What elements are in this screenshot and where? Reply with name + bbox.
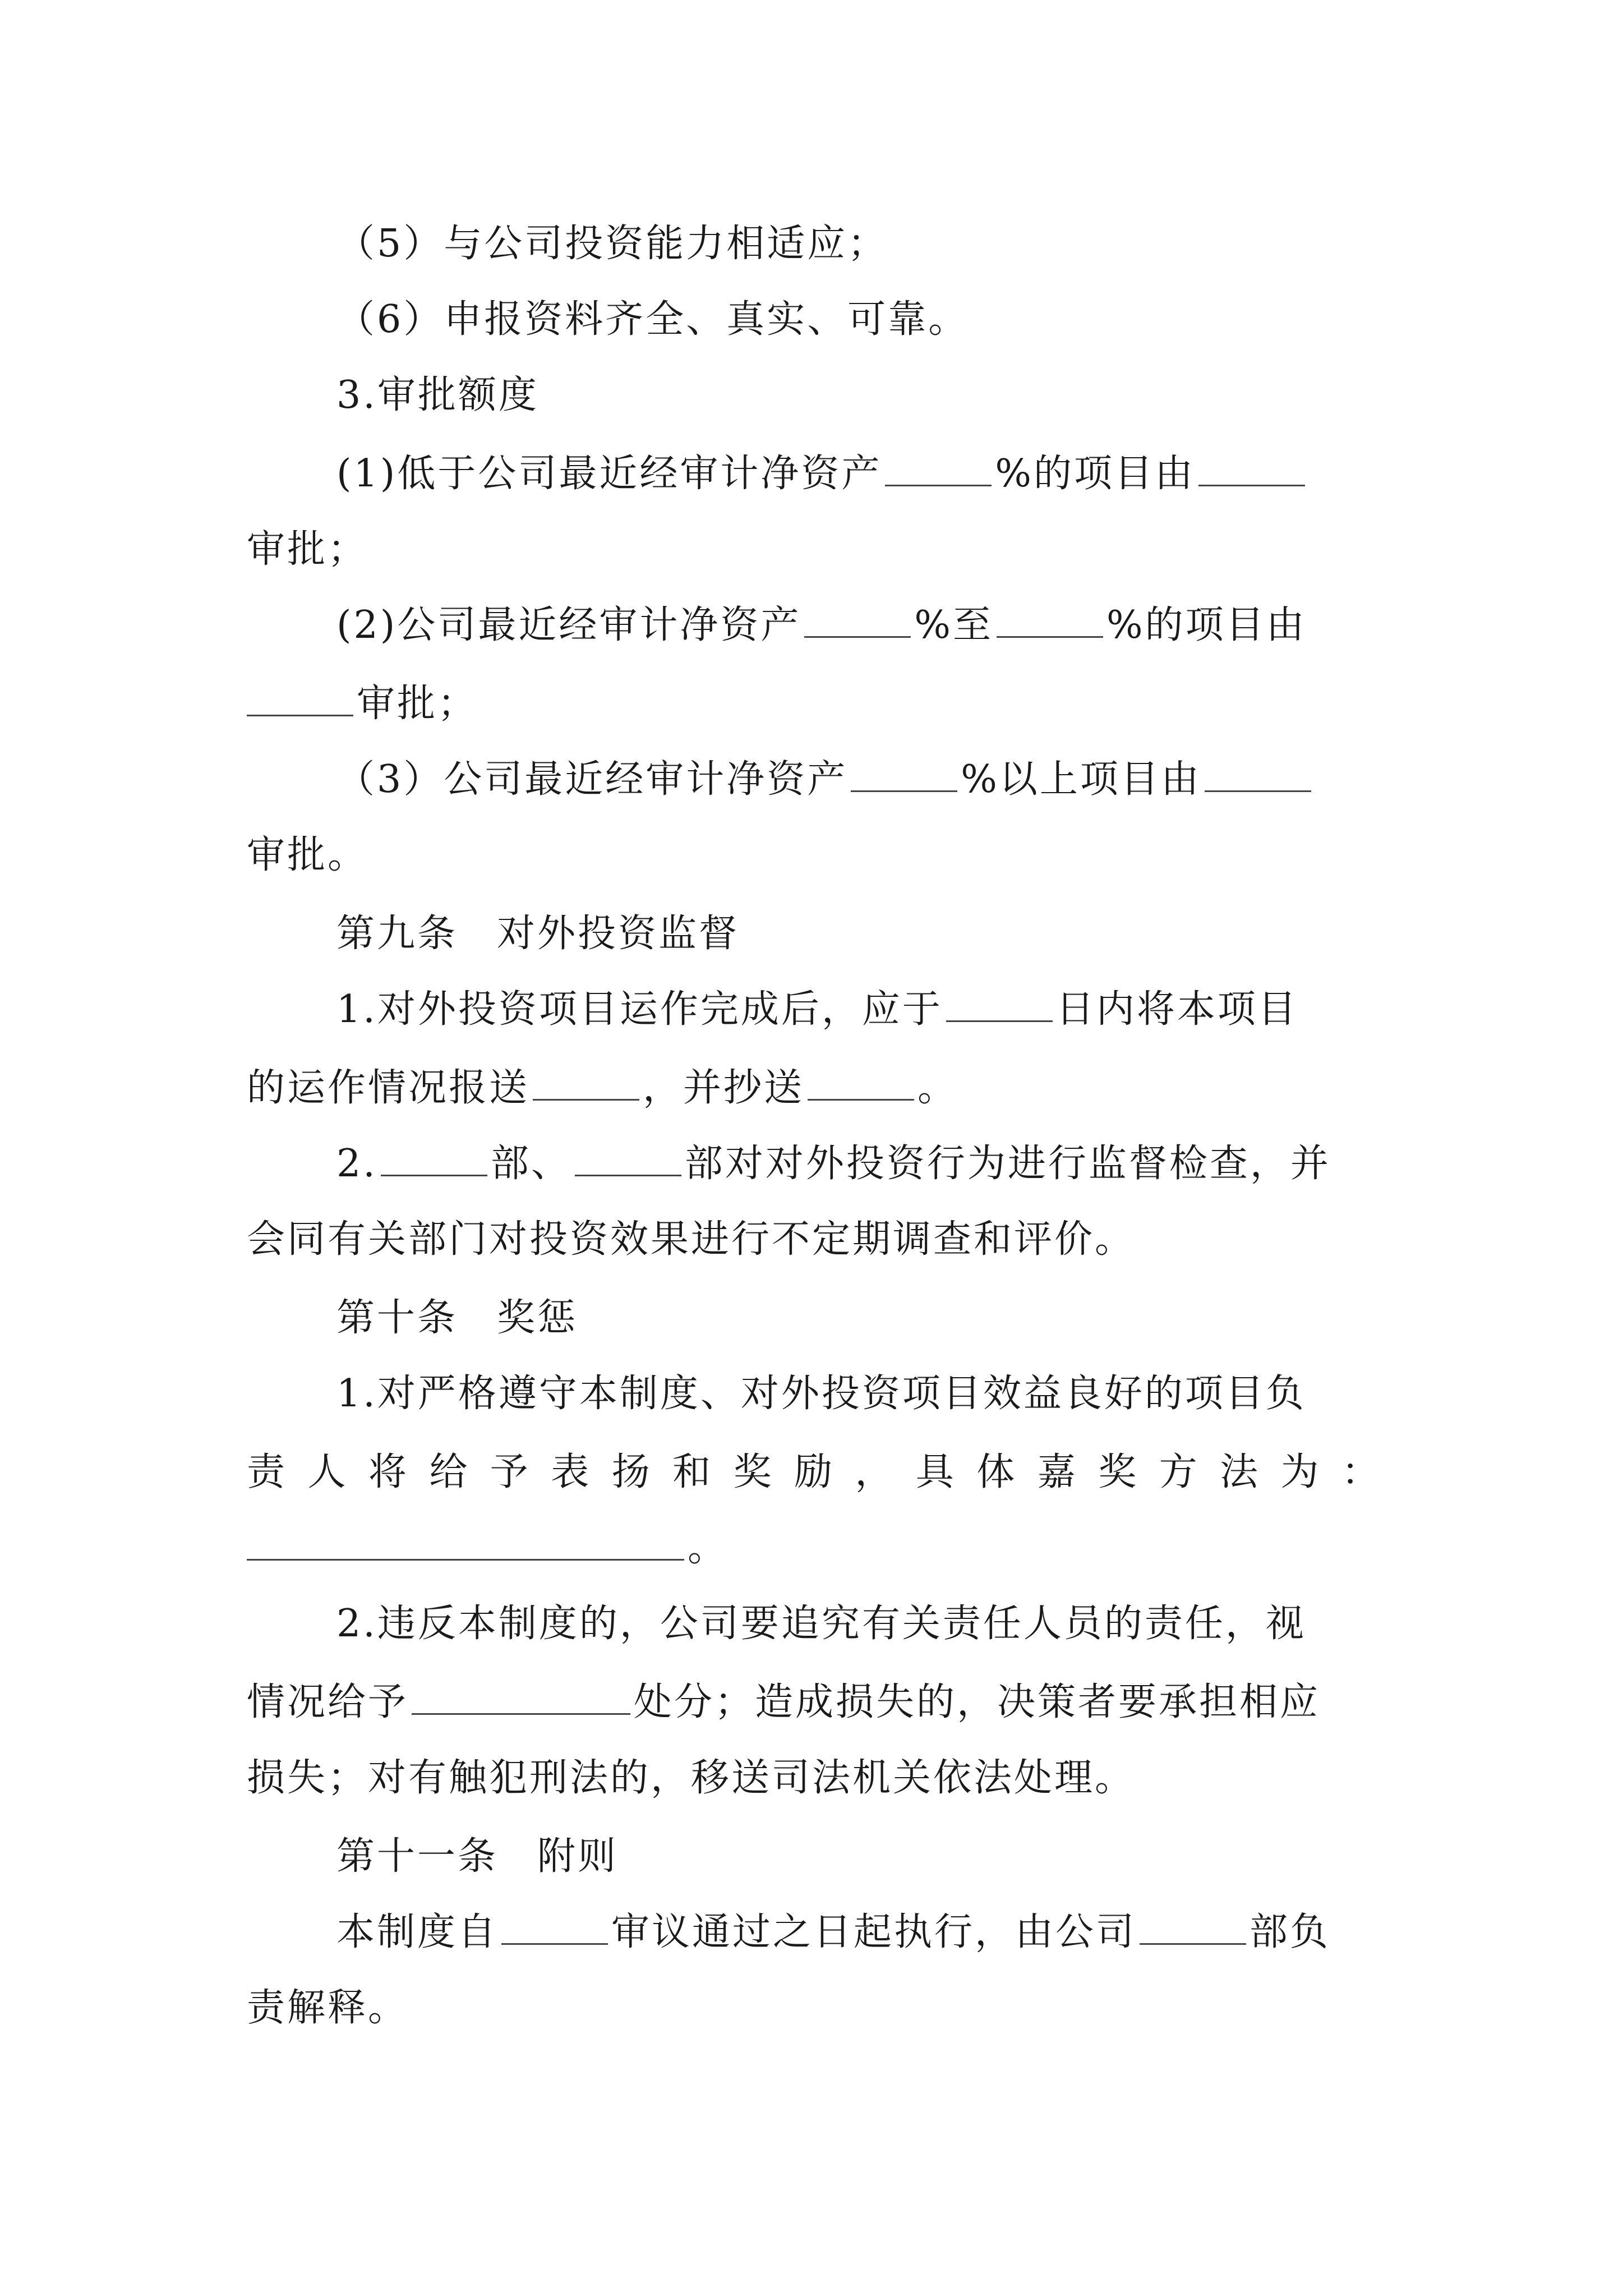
text-segment: 审批。 — [247, 833, 368, 877]
justified-char: 励 — [794, 1450, 832, 1494]
blank-field[interactable] — [381, 1143, 487, 1176]
blank-field[interactable] — [247, 1527, 684, 1561]
blank-field[interactable] — [247, 683, 353, 716]
article-11-clause — [336, 1890, 1380, 1975]
text-segment: 本制度自 — [336, 1910, 499, 1954]
text-segment: %以上项目由 — [961, 757, 1201, 802]
justified-char: ， — [855, 1450, 893, 1494]
list-item-text: （6）申报资料齐全、真实、可靠。 — [336, 297, 969, 342]
text-segment: (2)公司最近经审计净资产 — [336, 603, 801, 647]
blank-field[interactable] — [885, 453, 992, 486]
justified-char: ： — [1341, 1450, 1380, 1494]
blank-field[interactable] — [412, 1682, 630, 1715]
text-segment: 1.对严格遵守本制度、对外投资项目效益良好的项目负 — [336, 1372, 1306, 1416]
justified-char: 嘉 — [1037, 1450, 1076, 1494]
blank-field[interactable] — [533, 1068, 639, 1101]
blank-field[interactable] — [851, 759, 957, 792]
text-segment: 部对对外投资行为进行监督检查，并 — [684, 1142, 1331, 1186]
blank-field[interactable] — [808, 1068, 914, 1101]
justified-char: 方 — [1159, 1450, 1197, 1494]
article-10-clause-1-blank-line — [247, 1506, 1380, 1590]
blank-field[interactable] — [1205, 759, 1311, 792]
article-number: 第九条 — [336, 912, 458, 956]
blank-field[interactable] — [946, 989, 1053, 1022]
justified-char: 扬 — [611, 1450, 650, 1494]
text-segment: 审议通过之日起执行，由公司 — [611, 1910, 1137, 1954]
text-segment: ，并抄送 — [643, 1066, 805, 1110]
article-9-clause-2-continued — [247, 1198, 1380, 1282]
text-segment: 审批； — [247, 527, 368, 572]
justified-char: 体 — [976, 1450, 1015, 1494]
blank-field[interactable] — [804, 605, 911, 638]
article-9-clause-1 — [336, 968, 1380, 1052]
text-segment: (1)低于公司最近经审计净资产 — [336, 452, 882, 496]
article-10-clause-2-continued-2 — [247, 1736, 1380, 1820]
article-title: 奖惩 — [497, 1296, 578, 1340]
article-10-clause-1-justified-line — [247, 1430, 1380, 1515]
article-9-heading — [336, 892, 1380, 976]
text-segment: 。 — [917, 1066, 958, 1110]
text-segment: 情况给予 — [247, 1680, 409, 1724]
text-segment: 的运作情况报送 — [247, 1066, 530, 1110]
approval-item-1 — [336, 432, 1380, 516]
justified-char: 表 — [551, 1450, 589, 1494]
justified-char: 为 — [1280, 1450, 1319, 1494]
article-9-clause-2 — [336, 1122, 1380, 1206]
article-title: 附则 — [537, 1834, 619, 1879]
justified-char: 和 — [672, 1450, 711, 1494]
text-segment: 审批； — [357, 682, 478, 726]
list-item-text: （5）与公司投资能力相适应； — [336, 222, 888, 266]
approval-item-2-continued — [247, 662, 1380, 746]
article-10-clause-2-continued — [247, 1660, 1380, 1745]
text-segment: 部负 — [1249, 1910, 1331, 1954]
text-segment: %的项目由 — [995, 452, 1195, 496]
article-number: 第十条 — [336, 1296, 458, 1340]
justified-char: 将 — [368, 1450, 407, 1494]
text-segment: 2. — [336, 1142, 377, 1186]
article-11-heading — [336, 1815, 1380, 1899]
text-segment: %的项目由 — [1106, 603, 1307, 647]
justified-char: 奖 — [733, 1450, 772, 1494]
justified-char: 法 — [1220, 1450, 1258, 1494]
list-item-6 — [336, 278, 1380, 362]
blank-field[interactable] — [575, 1143, 681, 1176]
justified-char: 奖 — [1098, 1450, 1137, 1494]
article-9-clause-1-continued — [247, 1046, 1380, 1130]
justified-char: 给 — [429, 1450, 468, 1494]
blank-field[interactable] — [1198, 453, 1305, 486]
list-item-5 — [336, 202, 1380, 286]
article-10-clause-1 — [336, 1352, 1380, 1436]
text-segment: 部、 — [490, 1142, 571, 1186]
approval-item-2 — [336, 583, 1380, 668]
text-segment: 损失；对有触犯刑法的，移送司法机关依法处理。 — [247, 1756, 1136, 1800]
justified-char: 人 — [307, 1450, 346, 1494]
blank-field[interactable] — [997, 605, 1103, 638]
justified-char: 责 — [247, 1450, 285, 1494]
text-segment: 处分；造成损失的，决策者要承担相应 — [634, 1680, 1321, 1724]
text-segment: 1.对外投资项目运作完成后，应于 — [336, 987, 943, 1032]
blank-field[interactable] — [1140, 1912, 1246, 1945]
article-number: 第十一条 — [336, 1834, 499, 1879]
text-segment: 。 — [688, 1526, 728, 1570]
blank-field[interactable] — [501, 1912, 608, 1945]
justified-char: 予 — [490, 1450, 528, 1494]
text-segment: （3）公司最近经审计净资产 — [336, 757, 848, 802]
text-segment: 责解释。 — [247, 1986, 409, 2030]
approval-item-3 — [336, 738, 1380, 822]
article-title: 对外投资监督 — [497, 912, 740, 956]
article-10-clause-2 — [336, 1582, 1380, 1666]
text-segment: 2.违反本制度的，公司要追究有关责任人员的责任，视 — [336, 1602, 1306, 1646]
justified-char: 具 — [915, 1450, 954, 1494]
article-10-heading — [336, 1276, 1380, 1360]
text-segment: 会同有关部门对投资效果进行不定期调查和评价。 — [247, 1217, 1136, 1262]
text-segment: %至 — [914, 603, 993, 647]
section-heading-text: 3.审批额度 — [336, 373, 539, 417]
section-heading-approval-limits — [336, 353, 1380, 438]
article-11-clause-continued — [247, 1966, 1380, 2050]
approval-item-1-continued — [247, 508, 1380, 592]
approval-item-3-continued — [247, 813, 1380, 898]
text-segment: 日内将本项目 — [1055, 987, 1298, 1032]
